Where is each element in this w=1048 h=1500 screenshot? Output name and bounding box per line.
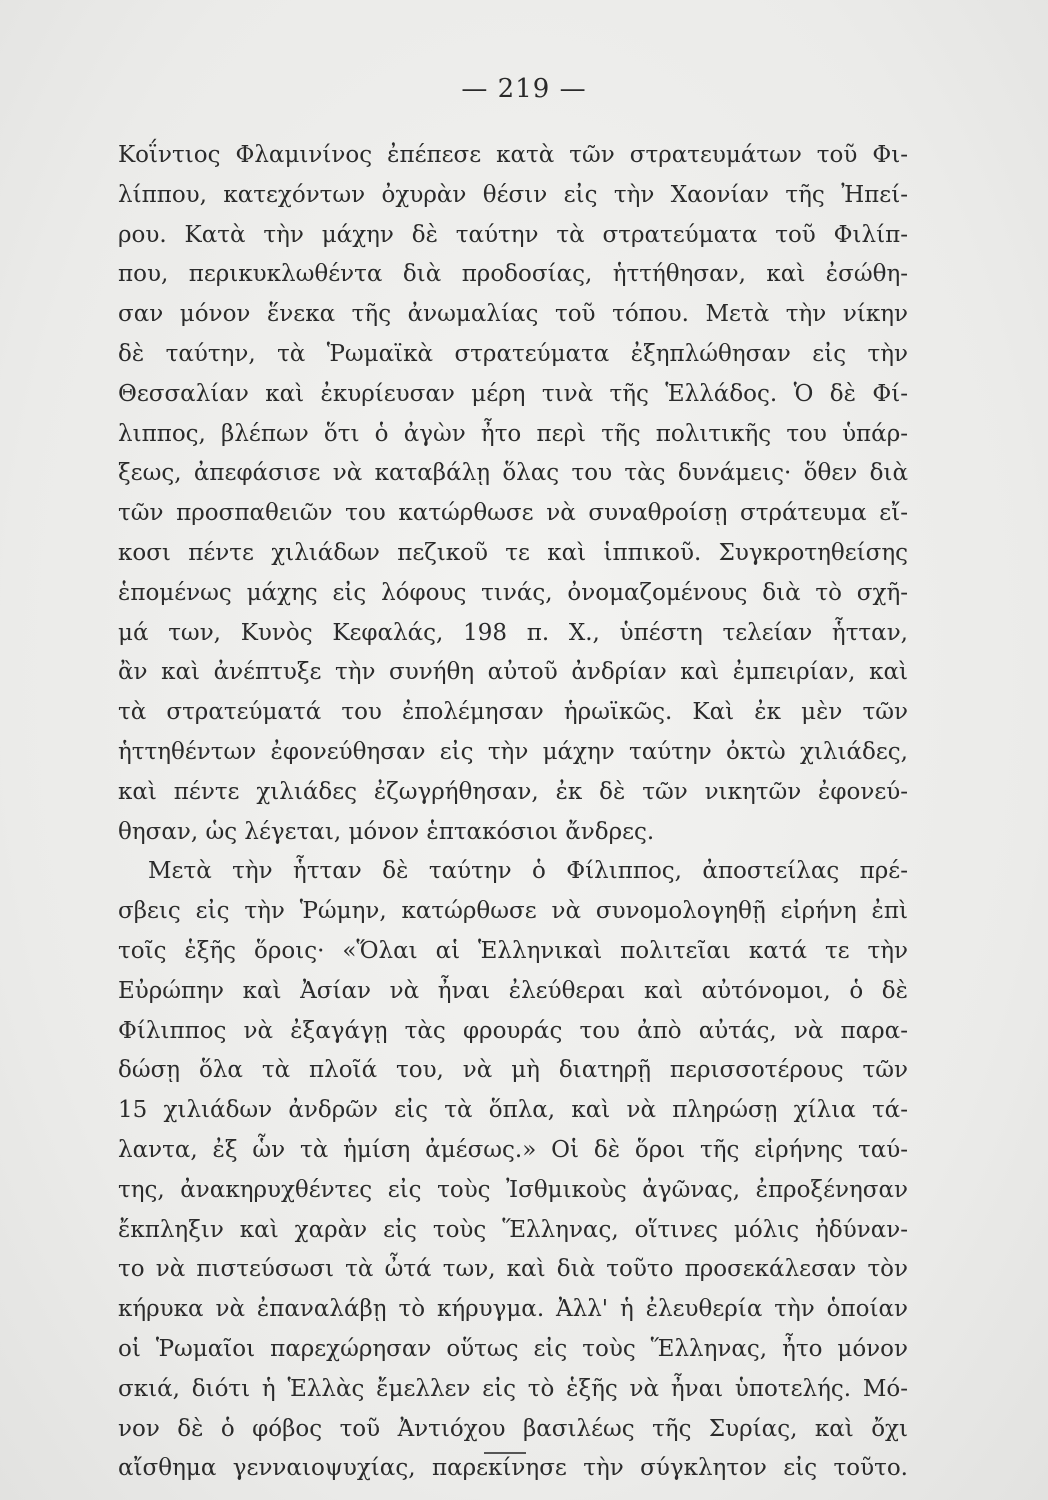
text-line: που, περικυκλωθέντα διὰ προδοσίας, ἡττήθησαν, καὶ ἐσώθη- (118, 261, 908, 288)
text-line: Θεσσαλίαν καὶ ἐκυρίευσαν μέρη τινὰ τῆς Ἑλλάδος. Ὁ δὲ Φί- (118, 380, 908, 407)
text-line: σαν μόνον ἕνεκα τῆς ἀνωμαλίας τοῦ τόπου. Μετὰ τὴν νίκην (118, 301, 908, 328)
paragraph-start-line: Μετὰ τὴν ἧτταν δὲ ταύτην ὁ Φίλιππος, ἀποστείλας πρέ- (148, 858, 908, 885)
paragraph-end-line: θησαν, ὡς λέγεται, μόνον ἑπτακόσιοι ἄνδρες. (118, 818, 655, 845)
text-line: το νὰ πιστεύσωσι τὰ ὦτά των, καὶ διὰ τοῦτο προσεκάλεσαν τὸν (118, 1256, 908, 1283)
body-text (118, 136, 908, 1489)
text-line: δώσῃ ὅλα τὰ πλοῖά του, νὰ μὴ διατηρῇ περισσοτέρους τῶν (118, 1057, 908, 1084)
text-line: ἑπομένως μάχης εἰς λόφους τινάς, ὀνομαζομένους διὰ τὸ σχῆ- (118, 579, 908, 606)
text-line: 15 χιλιάδων ἀνδρῶν εἰς τὰ ὅπλα, καὶ νὰ πληρώσῃ χίλια τά- (118, 1097, 908, 1124)
text-line: λιππος, βλέπων ὅτι ὁ ἀγὼν ἦτο περὶ τῆς πολιτικῆς του ὑπάρ- (118, 420, 908, 447)
text-line: τοῖς ἑξῆς ὅροις· «Ὅλαι αἱ Ἑλληνικαὶ πολιτεῖαι κατά τε τὴν (118, 937, 908, 964)
text-line: Εὐρώπην καὶ Ἀσίαν νὰ ἦναι ἐλεύθεραι καὶ αὐτόνομοι, ὁ δὲ (118, 977, 908, 1004)
text-line: τὰ στρατεύματά του ἐπολέμησαν ἡρωϊκῶς. Καὶ ἐκ μὲν τῶν (118, 699, 908, 726)
text-line: κήρυκα νὰ ἐπαναλάβῃ τὸ κήρυγμα. Ἀλλ' ἡ ἐλευθερία τὴν ὁποίαν (118, 1296, 908, 1323)
text-line: σβεις εἰς τὴν Ῥώμην, κατώρθωσε νὰ συνομολογηθῇ εἰρήνη ἐπὶ (118, 898, 908, 925)
text-line: λίππου, κατεχόντων ὀχυρὰν θέσιν εἰς τὴν Χαονίαν τῆς Ἠπεί- (118, 181, 908, 208)
text-line: Κοΐντιος Φλαμινίνος ἐπέπεσε κατὰ τῶν στρατευμάτων τοῦ Φι- (118, 142, 908, 168)
text-line: δὲ ταύτην, τὰ Ῥωμαϊκὰ στρατεύματα ἐξηπλώθησαν εἰς τὴν (118, 340, 908, 367)
text-line: οἱ Ῥωμαῖοι παρεχώρησαν οὕτως εἰς τοὺς Ἕλληνας, ἦτο μόνον (118, 1335, 908, 1362)
text-line: κοσι πέντε χιλιάδων πεζικοῦ τε καὶ ἱππικοῦ. Συγκροτηθείσης (118, 539, 908, 566)
text-line: ξεως, ἀπεφάσισε νὰ καταβάλῃ ὅλας του τὰς δυνάμεις· ὅθεν διὰ (118, 460, 908, 487)
text-line: Φίλιππος νὰ ἐξαγάγῃ τὰς φρουράς του ἀπὸ αὐτάς, νὰ παρα- (118, 1017, 908, 1044)
page-number: — 219 — (461, 74, 587, 104)
text-line: ἔκπληξιν καὶ χαρὰν εἰς τοὺς Ἕλληνας, οἵτινες μόλις ἠδύναν- (118, 1216, 908, 1243)
text-line: αἴσθημα γενναιοψυχίας, παρεκίνησε τὴν σύγκλητον εἰς τοῦτο. (118, 1455, 908, 1482)
text-line: ἂν καὶ ἀνέπτυξε τὴν συνήθη αὐτοῦ ἀνδρίαν καὶ ἐμπειρίαν, καὶ (118, 659, 908, 686)
text-line: της, ἀνακηρυχθέντες εἰς τοὺς Ἰσθμικοὺς ἀγῶνας, ἐπροξένησαν (118, 1176, 908, 1203)
end-rule (484, 1452, 526, 1454)
text-line: τῶν προσπαθειῶν του κατώρθωσε νὰ συναθροίσῃ στράτευμα εἴ- (118, 500, 908, 527)
text-line: ρου. Κατὰ τὴν μάχην δὲ ταύτην τὰ στρατεύματα τοῦ Φιλίπ- (118, 221, 908, 248)
text-line: μά των, Κυνὸς Κεφαλάς, 198 π. Χ., ὑπέστη τελείαν ἧτταν, (118, 619, 908, 646)
text-line: νον δὲ ὁ φόβος τοῦ Ἀντιόχου βασιλέως τῆς Συρίας, καὶ ὄχι (118, 1415, 908, 1442)
text-line: σκιά, διότι ἡ Ἑλλὰς ἔμελλεν εἰς τὸ ἑξῆς νὰ ἦναι ὑποτελής. Μό- (118, 1375, 908, 1402)
text-line: καὶ πέντε χιλιάδες ἐζωγρήθησαν, ἐκ δὲ τῶν νικητῶν ἐφονεύ- (118, 778, 908, 805)
text-line: ἡττηθέντων ἐφονεύθησαν εἰς τὴν μάχην ταύτην ὀκτὼ χιλιάδες, (118, 738, 908, 765)
text-line: λαντα, ἐξ ὧν τὰ ἡμίση ἀμέσως.» Οἱ δὲ ὅροι τῆς εἰρήνης ταύ- (118, 1136, 908, 1163)
